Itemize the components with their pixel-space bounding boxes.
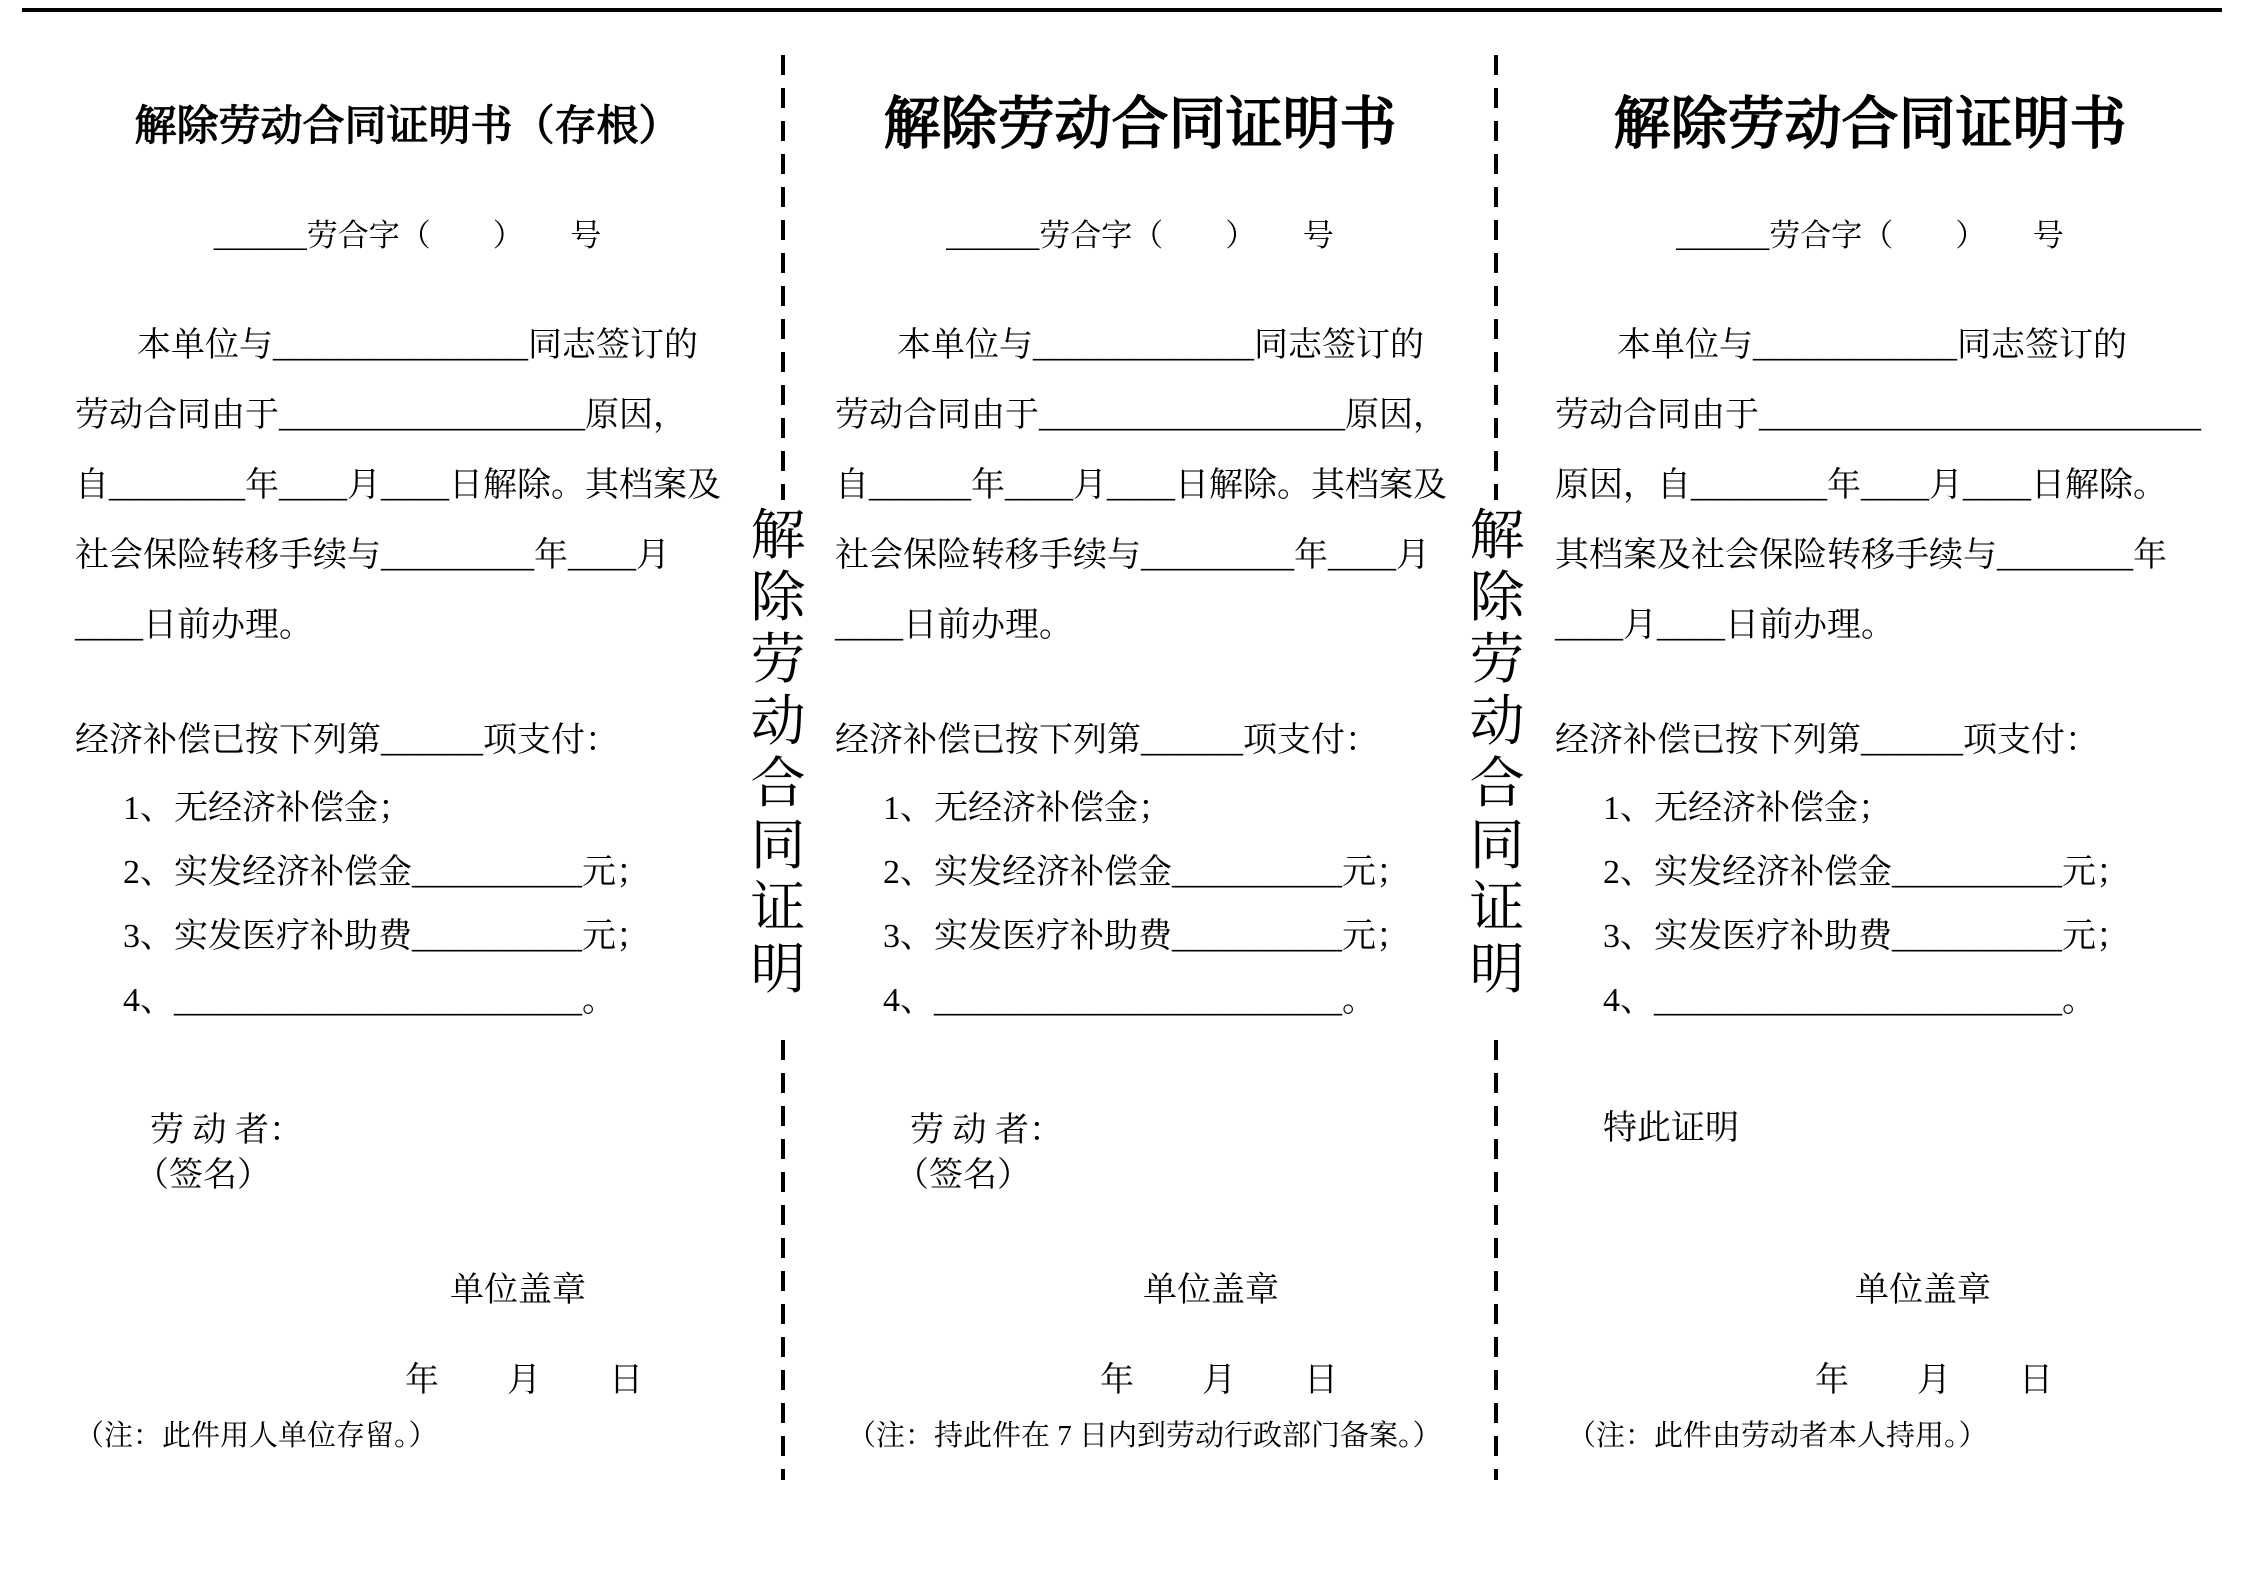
worker-label: 劳 动 者： (150, 1112, 303, 1149)
body-line: 劳动合同由于__________________原因， (75, 397, 687, 434)
compensation-intro: 经济补偿已按下列第______项支付： (835, 722, 1379, 759)
body-line: ____日前办理。 (75, 607, 313, 644)
compensation-item: 1、无经济补偿金； (1603, 790, 1892, 827)
serial-number-line: ______劳合字（ ） 号 (946, 218, 1334, 253)
body-line: 本单位与_____________同志签订的 (897, 327, 1424, 364)
cut-line-dash-top (1494, 55, 1498, 500)
footnote: （注：持此件在 7 日内到劳动行政部门备案。） (847, 1420, 1442, 1452)
panel-stub (75, 75, 740, 1555)
body-line: 本单位与____________同志签订的 (1617, 327, 2127, 364)
body-line: 社会保险转移手续与_________年____月 (835, 537, 1430, 574)
compensation-item: 3、实发医疗补助费__________元； (123, 918, 650, 955)
compensation-item: 3、实发医疗补助费__________元； (1603, 918, 2130, 955)
compensation-item: 1、无经济补偿金； (883, 790, 1172, 827)
signature-label: （签名） (135, 1157, 271, 1194)
worker-label: 劳 动 者： (910, 1112, 1063, 1149)
unit-seal-label: 单位盖章 (1143, 1272, 1279, 1309)
body-line: 原因，自________年____月____日解除。 (1555, 467, 2167, 504)
body-line: 社会保险转移手续与_________年____月 (75, 537, 670, 574)
panel-filing-copy (835, 75, 1445, 1555)
body-line: 劳动合同由于__________________________ (1555, 397, 2201, 434)
body-line: ____月____日前办理。 (1555, 607, 1895, 644)
panel-worker-copy (1555, 75, 2201, 1555)
footnote: （注：此件由劳动者本人持用。） (1567, 1420, 1988, 1452)
body-line: 自______年____月____日解除。其档案及 (835, 467, 1447, 504)
panel-title: 解除劳动合同证明书 (1613, 93, 2127, 156)
body-line: ____日前办理。 (835, 607, 1073, 644)
compensation-item: 4、________________________。 (123, 982, 616, 1019)
cut-line-dash-bottom (1494, 1040, 1498, 1480)
compensation-item: 2、实发经济补偿金__________元； (123, 854, 650, 891)
cut-line-dash-top (781, 55, 785, 500)
compensation-intro: 经济补偿已按下列第______项支付： (75, 722, 619, 759)
compensation-item: 3、实发医疗补助费__________元； (883, 918, 1410, 955)
body-line: 本单位与_______________同志签订的 (137, 327, 698, 364)
body-line: 自________年____月____日解除。其档案及 (75, 467, 721, 504)
cut-line-vertical-text: 解除劳动合同证明 (1469, 505, 1525, 1000)
serial-number-line: ______劳合字（ ） 号 (1676, 218, 2064, 253)
body-line: 劳动合同由于__________________原因， (835, 397, 1447, 434)
body-line: 其档案及社会保险转移手续与________年 (1555, 537, 2167, 574)
panel-title: 解除劳动合同证明书（存根） (134, 104, 681, 150)
certify-statement: 特此证明 (1603, 1110, 1739, 1147)
compensation-item: 2、实发经济补偿金__________元； (883, 854, 1410, 891)
compensation-intro: 经济补偿已按下列第______项支付： (1555, 722, 2099, 759)
unit-seal-label: 单位盖章 (1855, 1272, 1991, 1309)
compensation-item: 4、________________________。 (1603, 982, 2096, 1019)
cut-line-vertical-text: 解除劳动合同证明 (750, 505, 806, 1000)
compensation-item: 2、实发经济补偿金__________元； (1603, 854, 2130, 891)
footnote: （注：此件用人单位存留。） (75, 1420, 438, 1452)
unit-seal-label: 单位盖章 (450, 1272, 586, 1309)
date-line: 年 月 日 (1815, 1362, 2053, 1399)
compensation-item: 4、________________________。 (883, 982, 1376, 1019)
date-line: 年 月 日 (1100, 1362, 1338, 1399)
page-top-rule (22, 8, 2222, 12)
compensation-item: 1、无经济补偿金； (123, 790, 412, 827)
date-line: 年 月 日 (405, 1362, 643, 1399)
serial-number-line: ______劳合字（ ） 号 (213, 218, 602, 253)
panel-title: 解除劳动合同证明书 (883, 93, 1397, 156)
cut-line-dash-bottom (781, 1040, 785, 1480)
signature-label: （签名） (895, 1157, 1031, 1194)
